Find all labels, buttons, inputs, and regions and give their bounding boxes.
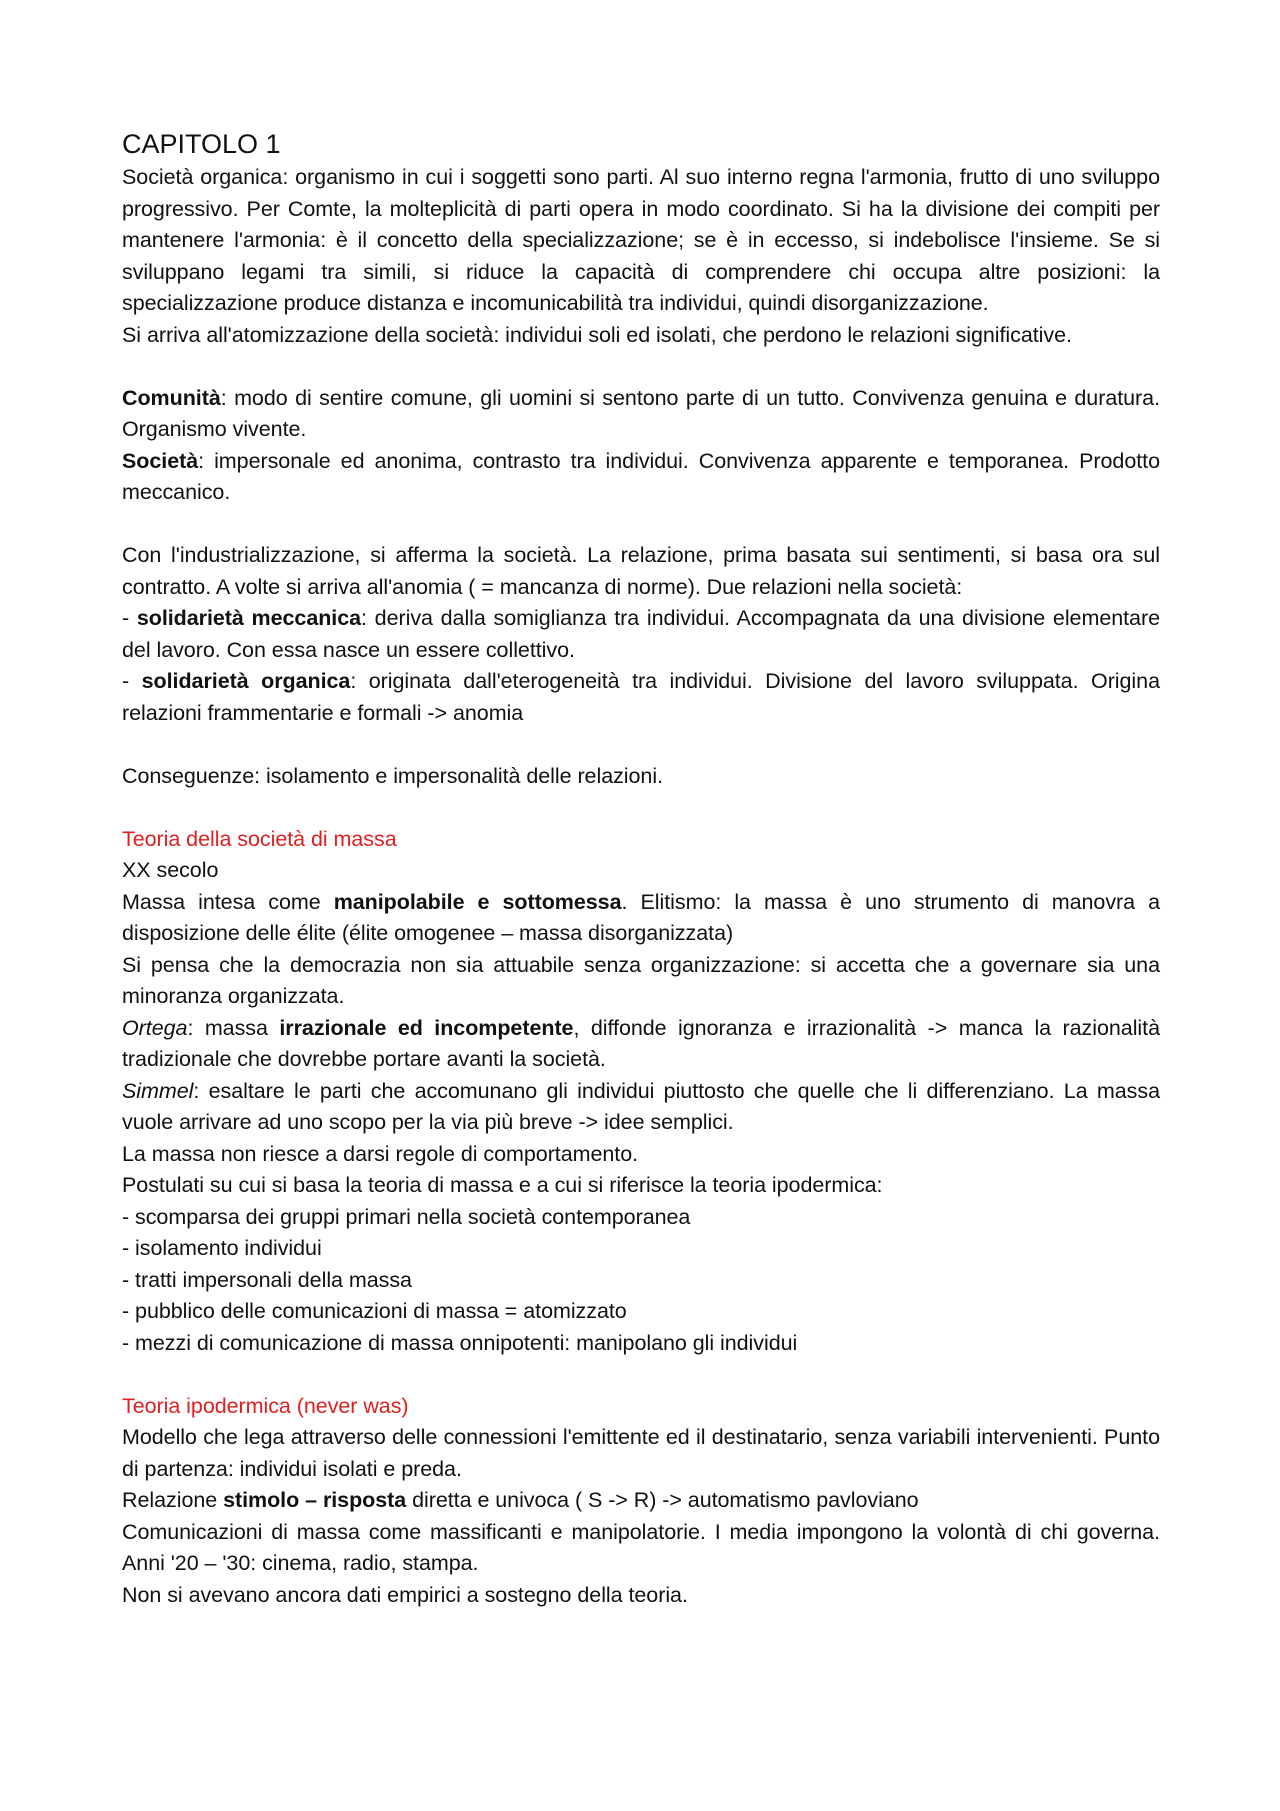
intro-paragraph [122, 162, 1160, 320]
text-run: - scomparsa dei gruppi primari nella società contemporanea [122, 1204, 691, 1229]
comunita-definition [122, 383, 1160, 446]
text-run: Modello che lega attraverso delle connessioni l'emittente ed il destinatario, senza variabili intervenienti. Punto di partenza: individui isolati e preda. [122, 1425, 1160, 1481]
page-title: CAPITOLO 1 [122, 129, 281, 159]
text-run: Società organica: organismo in cui i soggetti sono parti. Al suo interno regna l'armonia, frutto di uno sviluppo progressivo. Per Comte, la molteplicità di parti opera in modo coordinato. Si ha la divisione dei compiti per mantenere l'armonia: è il concetto della specializzazione; se è in eccesso, si indebolisce l'insieme. Se si sviluppano legami tra simili, si riduce la capacità di comprendere chi occupa altre posizioni: la specializzazione produce distanza e incomunicabilità tra individui, quindi disorganizzazione. [122, 165, 1160, 315]
text-run: . Elitismo: la massa è uno strumento di manovra a disposizione delle élite (élite omogenee – massa disorganizzata) [122, 889, 1161, 945]
text-run: Non si avevano ancora dati empirici a sostegno della teoria. [122, 1582, 688, 1607]
text-run: Si pensa che la democrazia non sia attuabile senza organizzazione: si accetta che a governare sia una minoranza organizzata. [122, 952, 1160, 1008]
postulato-item-2 [122, 1233, 1160, 1265]
text-run: Si arriva all'atomizzazione della società: individui soli ed isolati, che perdono le relazioni significative. [122, 322, 1072, 347]
text-run: Teoria ipodermica (never was) [122, 1393, 409, 1418]
solidarieta-meccanica-item [122, 603, 1160, 666]
text-run: : impersonale ed anonima, contrasto tra individui. Convivenza apparente e temporanea. Prodotto meccanico. [122, 448, 1160, 504]
text-run: Comunicazioni di massa come massificanti e manipolatorie. I media impongono la volontà di chi governa. Anni '20 – '30: cinema, radio, stampa. [122, 1519, 1160, 1575]
industrializzazione-paragraph [122, 540, 1160, 603]
simmel-paragraph [122, 1076, 1160, 1139]
section-heading-massa [122, 824, 1160, 856]
democrazia-paragraph [122, 950, 1160, 1013]
text-run: Massa intesa come [122, 889, 334, 914]
text-run: - tratti impersonali della massa [122, 1267, 412, 1292]
solidarieta-organica-item [122, 666, 1160, 729]
bold-term: irrazionale ed incompetente [279, 1015, 574, 1040]
postulati-line [122, 1170, 1160, 1202]
bold-term: stimolo – risposta [223, 1488, 407, 1512]
bold-term: solidarietà meccanica [136, 606, 362, 630]
blank-line [122, 1359, 1160, 1391]
text-run: : esaltare le parti che accomunano gli individui piuttosto che quelle che li differenziano. La massa vuole arrivare ad uno scopo per la via più breve -> idee semplici. [122, 1078, 1160, 1134]
text-run: , diffonde ignoranza e irrazionalità -> manca la razionalità tradizionale che dovrebbe portare avanti la società. [122, 1015, 1160, 1071]
section-heading-ipodermica [122, 1391, 1160, 1423]
bold-term: Comunità [122, 385, 221, 410]
text-run: Teoria della società di massa [122, 826, 397, 851]
dati-empirici-line [122, 1580, 1160, 1612]
blank-line [122, 509, 1160, 541]
massa-paragraph [122, 887, 1160, 950]
postulato-item-4 [122, 1296, 1160, 1328]
postulato-item-1 [122, 1202, 1160, 1234]
bold-term: manipolabile e sottomessa [333, 889, 622, 914]
text-run: - mezzi di comunicazione di massa onnipotenti: manipolano gli individui [122, 1330, 798, 1355]
text-run: : originata dall'eterogeneità tra individui. Divisione del lavoro sviluppata. Origina relazioni frammentarie e formali -> anomia [122, 669, 1160, 725]
blank-line [122, 729, 1160, 761]
societa-definition [122, 446, 1160, 509]
text-run: : massa [187, 1015, 280, 1040]
regole-line [122, 1139, 1160, 1171]
postulato-item-5 [122, 1328, 1160, 1360]
text-run: Con l'industrializzazione, si afferma la società. La relazione, prima basata sui sentimenti, si basa ora sul contratto. A volte si arriva all'anomia ( = mancanza di norme). Due relazioni nella società: [122, 543, 1160, 599]
bold-term: solidarietà organica [141, 669, 351, 693]
comunicazioni-paragraph [122, 1517, 1160, 1580]
text-run: - isolamento individui [122, 1236, 322, 1260]
ortega-paragraph [122, 1013, 1160, 1076]
modello-paragraph [122, 1422, 1160, 1485]
italic-term: Ortega [122, 1015, 188, 1040]
xx-secolo-line [122, 855, 1160, 887]
text-run: - [122, 669, 142, 693]
text-run: XX secolo [122, 858, 219, 882]
document-body [122, 162, 1160, 1611]
stimolo-risposta-line [122, 1485, 1160, 1517]
text-run: : deriva dalla somiglianza tra individui. Accompagnata da una divisione elementare del lavoro. Con essa nasce un essere collettivo. [122, 606, 1160, 662]
atomizzazione-paragraph [122, 320, 1160, 352]
postulato-item-3 [122, 1265, 1160, 1297]
text-run: Relazione [122, 1488, 224, 1512]
blank-line [122, 792, 1160, 824]
text-run: - pubblico delle comunicazioni di massa = atomizzato [122, 1299, 627, 1323]
conseguenze-paragraph [122, 761, 1160, 793]
text-run: diretta e univoca ( S -> R) -> automatismo pavloviano [406, 1488, 919, 1512]
bold-term: Società [122, 448, 199, 473]
document-content [122, 126, 1160, 1611]
text-run: Postulati su cui si basa la teoria di massa e a cui si riferisce la teoria ipodermica: [122, 1173, 883, 1197]
text-run: : modo di sentire comune, gli uomini si sentono parte di un tutto. Convivenza genuina e duratura. Organismo vivente. [122, 385, 1160, 441]
text-run: La massa non riesce a darsi regole di comportamento. [122, 1141, 639, 1166]
text-run: Conseguenze: isolamento e impersonalità delle relazioni. [122, 763, 663, 788]
italic-term: Simmel [122, 1078, 194, 1103]
text-run: - [122, 606, 137, 630]
blank-line [122, 351, 1160, 383]
